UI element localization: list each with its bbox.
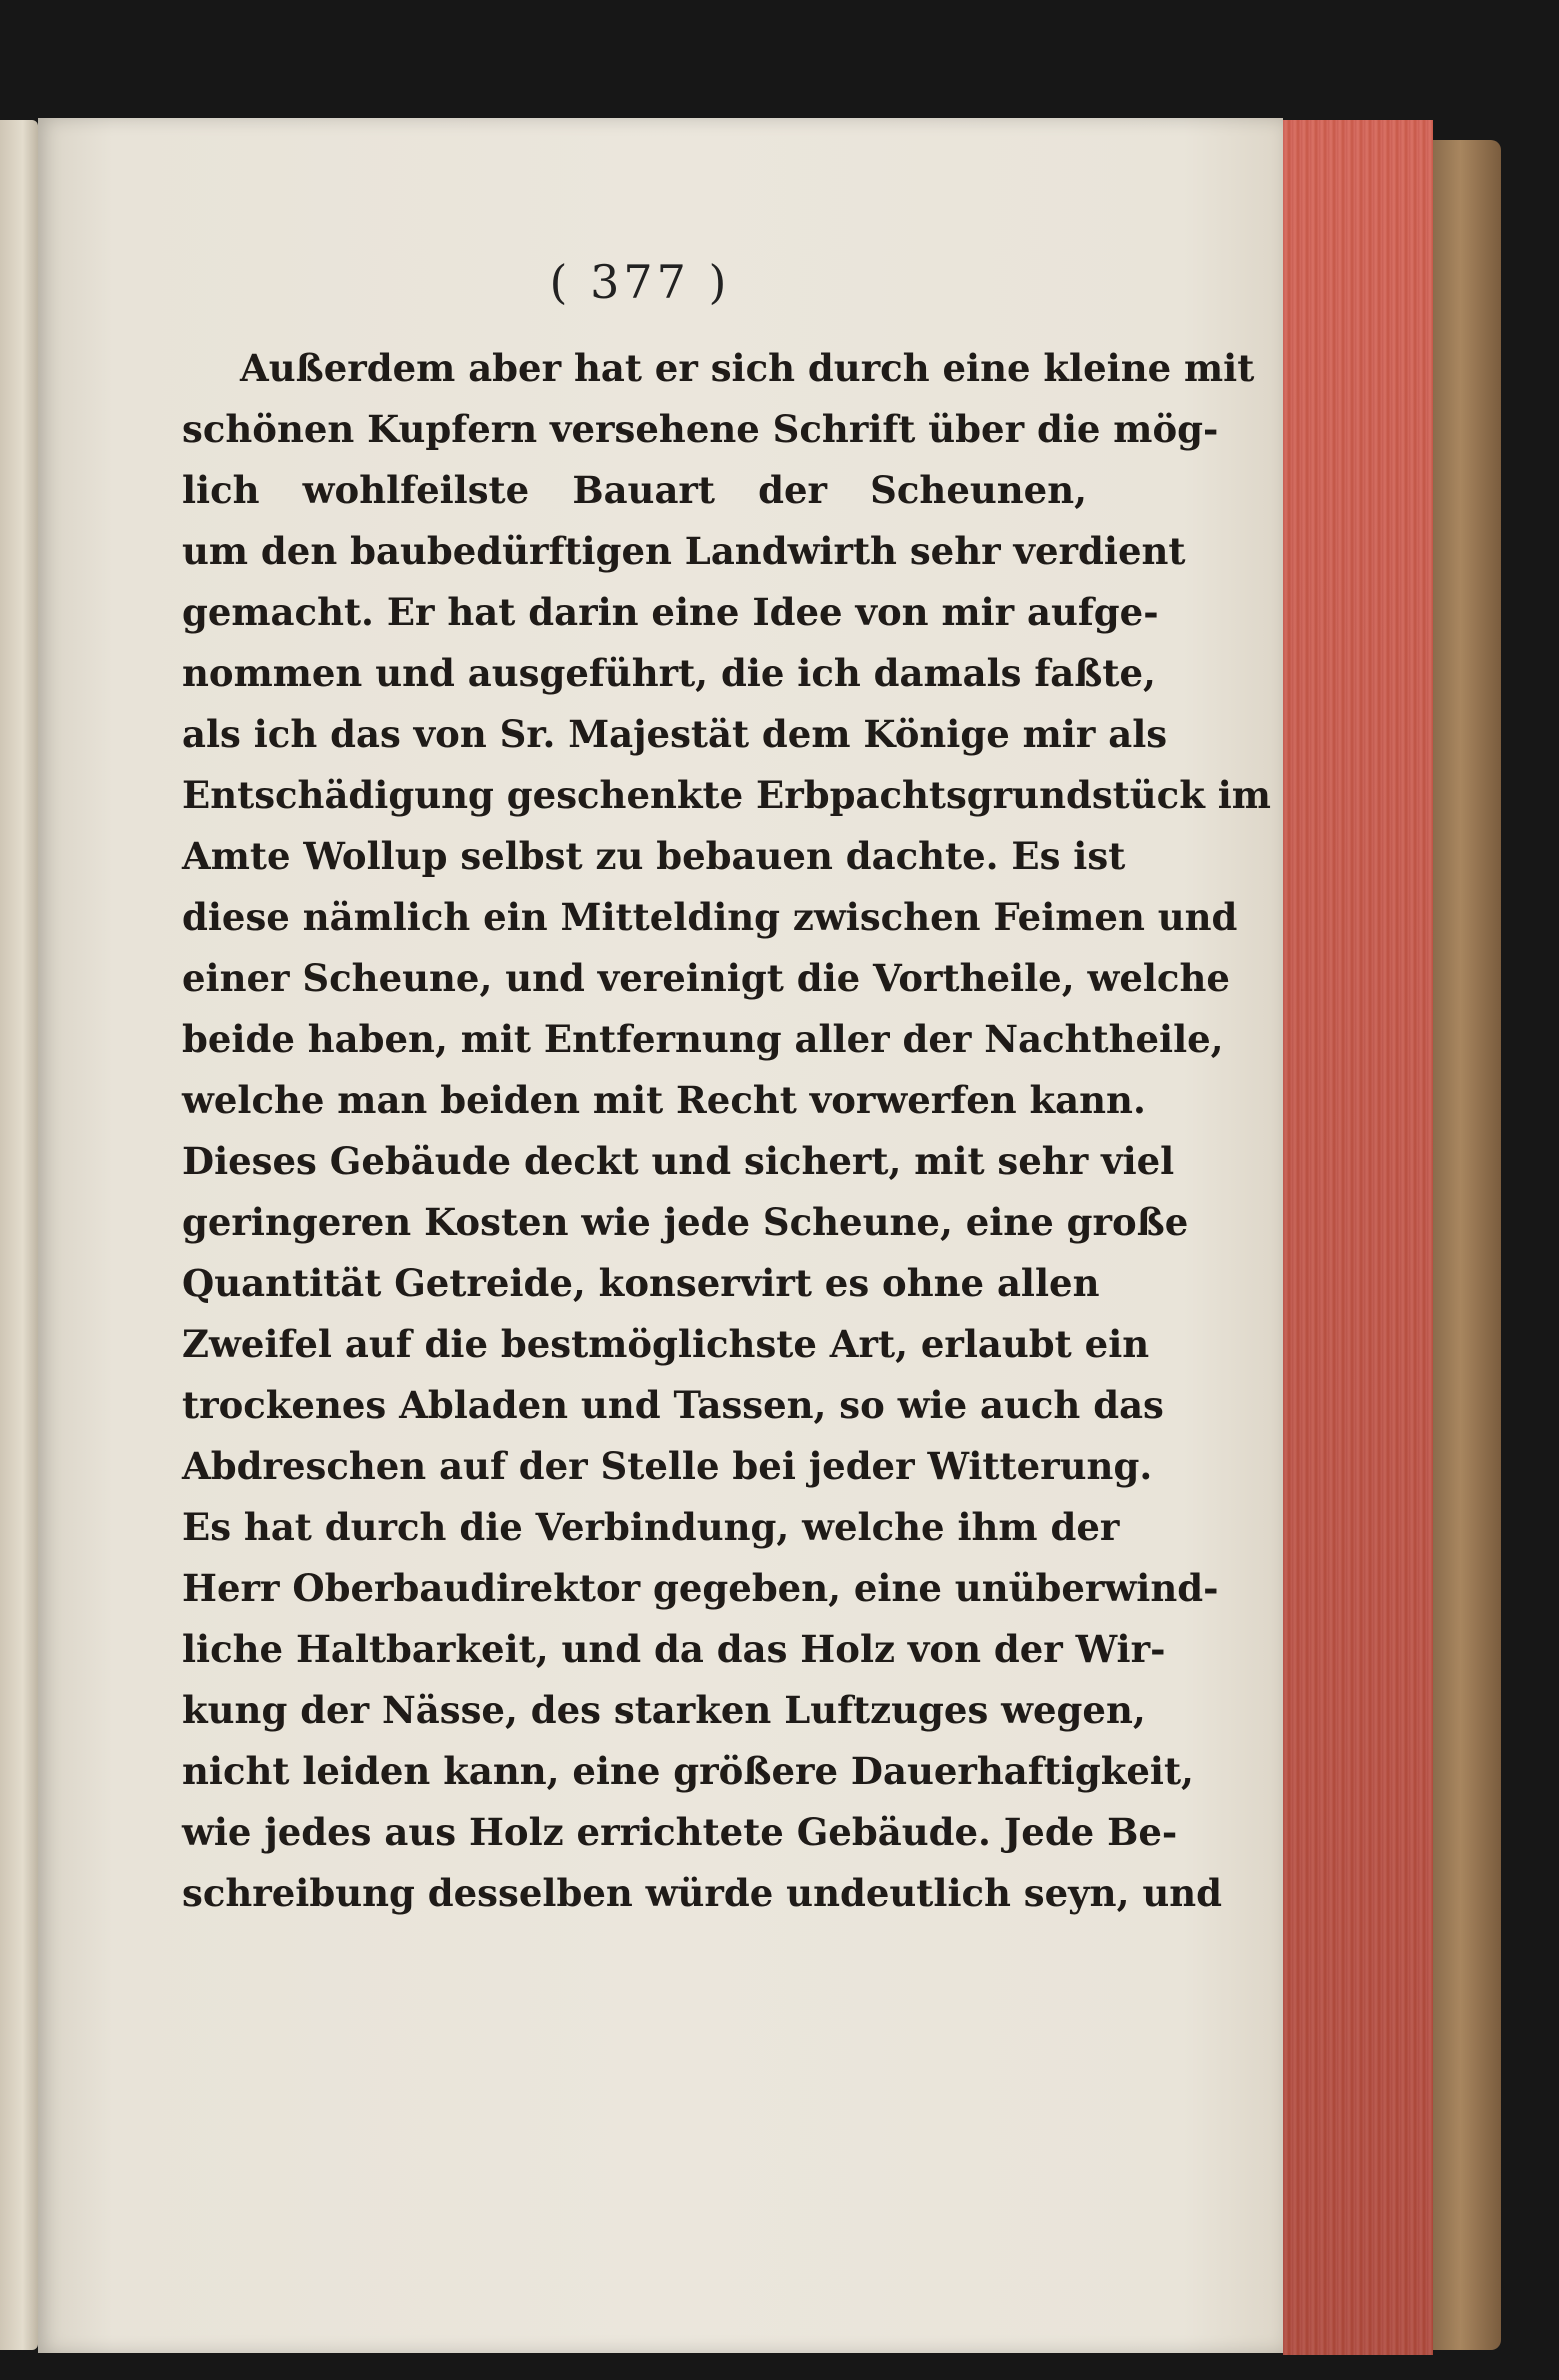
text-line: trockenes Abladen und Tassen, so wie auch das xyxy=(182,1383,1164,1427)
text-line: diese nämlich ein Mittelding zwischen Feimen und xyxy=(182,895,1238,939)
text-line: Abdreschen auf der Stelle bei jeder Witterung. xyxy=(182,1444,1153,1488)
text-line: wie jedes aus Holz errichtete Gebäude. Jede Be- xyxy=(182,1810,1178,1854)
red-page-edges xyxy=(1283,120,1433,2355)
page-number-header: ( 377 ) xyxy=(549,255,731,309)
body-text xyxy=(182,338,1271,1924)
text-line: nommen und ausgeführt, die ich damals faßte, xyxy=(182,651,1156,695)
book-cover-edge xyxy=(1433,140,1501,2350)
text-line: Quantität Getreide, konservirt es ohne allen xyxy=(182,1261,1100,1305)
text-line: liche Haltbarkeit, und da das Holz von der Wir- xyxy=(182,1627,1166,1671)
text-line: nicht leiden kann, eine größere Dauerhaftigkeit, xyxy=(182,1749,1194,1793)
text-line: kung der Nässe, des starken Luftzuges wegen, xyxy=(182,1688,1146,1732)
text-line: um den baubedürftigen Landwirth sehr verdient xyxy=(182,529,1186,573)
text-line: schönen Kupfern versehene Schrift über die mög- xyxy=(182,407,1219,451)
text-line: Dieses Gebäude deckt und sichert, mit sehr viel xyxy=(182,1139,1175,1183)
text-line: beide haben, mit Entfernung aller der Nachtheile, xyxy=(182,1017,1224,1061)
text-line: einer Scheune, und vereinigt die Vortheile, welche xyxy=(182,956,1230,1000)
text-line: geringeren Kosten wie jede Scheune, eine große xyxy=(182,1200,1189,1244)
text-line: Außerdem aber hat er sich durch eine kleine mit xyxy=(240,346,1255,390)
text-line: gemacht. Er hat darin eine Idee von mir aufge- xyxy=(182,590,1159,634)
text-line: als ich das von Sr. Majestät dem Könige mir als xyxy=(182,712,1168,756)
text-line: Entschädigung geschenkte Erbpachtsgrundstück im xyxy=(182,773,1271,817)
text-line: Herr Oberbaudirektor gegeben, eine unüberwind- xyxy=(182,1566,1219,1610)
text-line: welche man beiden mit Recht vorwerfen kann. xyxy=(182,1078,1146,1122)
text-line: lich wohlfeilste Bauart der Scheunen, xyxy=(182,468,1087,512)
left-page-edge xyxy=(0,120,38,2350)
text-line: schreibung desselben würde undeutlich seyn, und xyxy=(182,1871,1223,1915)
text-line: Es hat durch die Verbindung, welche ihm der xyxy=(182,1505,1120,1549)
text-line: Amte Wollup selbst zu bebauen dachte. Es ist xyxy=(182,834,1126,878)
text-line: Zweifel auf die bestmöglichste Art, erlaubt ein xyxy=(182,1322,1150,1366)
